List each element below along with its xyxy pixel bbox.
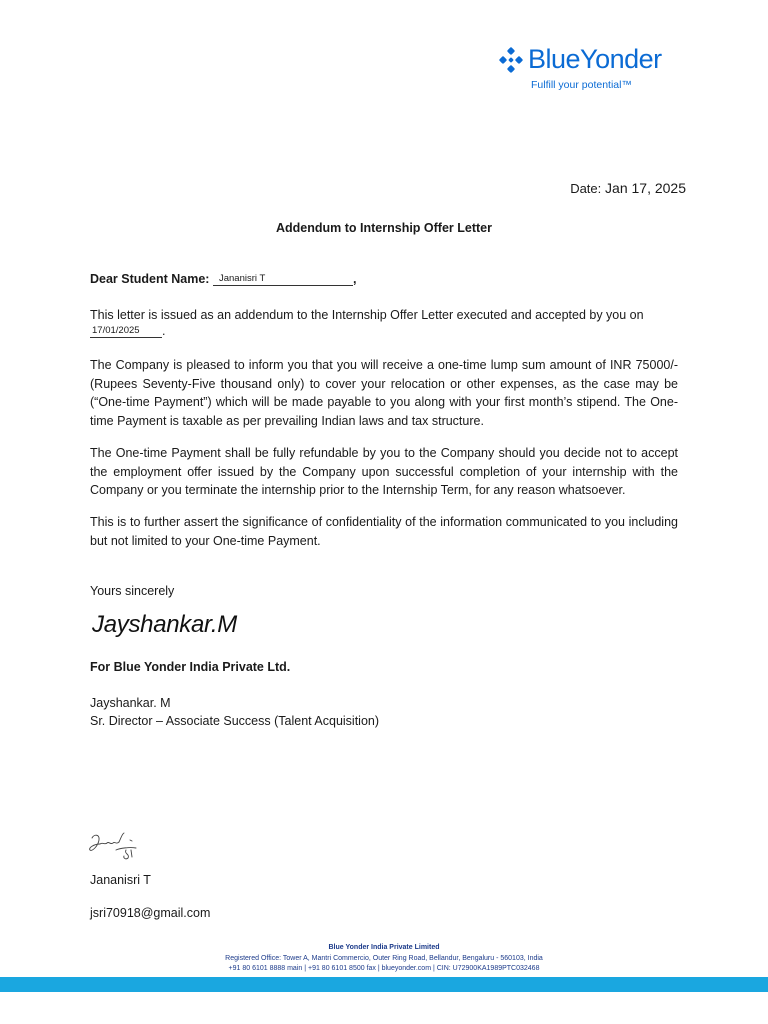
company-logo bbox=[498, 44, 698, 94]
brand-name: BlueYonder bbox=[528, 44, 662, 74]
letter-date bbox=[570, 180, 686, 196]
student-signature-name: Jananisri T bbox=[90, 873, 151, 887]
letter-footer bbox=[0, 943, 768, 975]
date-label: Date: bbox=[570, 181, 602, 196]
paragraph-payment: The Company is pleased to inform you that you will receive a one-time lump sum amount of INR 75000/- (Rupees Seventy-Five thousand only) to cover your relocation or other expenses, as the case may be (“One-time Payment”) which will be made payable to you along with your first month’s stipend. The One-time Payment is taxable as per prevailing Indian laws and tax structure. bbox=[90, 358, 678, 428]
signature-image: Jayshankar.M bbox=[92, 611, 237, 638]
footer-address: Registered Office: Tower A, Mantri Commercio, Outer Ring Road, Bellandur, Bengaluru - 560103, India bbox=[225, 954, 543, 962]
date-value: Jan 17, 2025 bbox=[605, 180, 686, 196]
acceptance-date-field: 17/01/2025 bbox=[90, 325, 162, 338]
salutation-label: Dear Student Name: bbox=[90, 272, 210, 286]
salutation bbox=[90, 272, 356, 286]
student-email: jsri70918@gmail.com bbox=[90, 906, 211, 920]
signer-title: Sr. Director – Associate Success (Talent Acquisition) bbox=[90, 714, 380, 728]
paragraph-period: . bbox=[162, 324, 166, 338]
company-line: For Blue Yonder India Private Ltd. bbox=[90, 660, 291, 674]
blue-yonder-logo-icon bbox=[498, 47, 524, 73]
paragraph-confidentiality: This is to further assert the significance of confidentiality of the information communicated to you including but not limited to your One-time Payment. bbox=[90, 515, 678, 548]
paragraph-addendum: This letter is issued as an addendum to the Internship Offer Letter executed and accepted by you on bbox=[90, 308, 644, 322]
paragraph-refund: The One-time Payment shall be fully refundable by you to the Company should you decide not to accept the employment offer issued by the Company upon successful completion of your internship with the Company or you terminate the internship prior to the Internship Term, for any reason whatsoever. bbox=[90, 446, 678, 497]
letter-title: Addendum to Internship Offer Letter bbox=[276, 221, 492, 235]
signer-block bbox=[90, 694, 379, 730]
closing-phrase: Yours sincerely bbox=[90, 584, 175, 598]
student-name-field: Jananisri T bbox=[213, 273, 353, 286]
signer-name: Jayshankar. M bbox=[90, 696, 171, 710]
footer-contact: +91 80 6101 8888 main | +91 80 6101 8500 fax | blueyonder.com | CIN: U72900KA1989PTC032468 bbox=[228, 965, 540, 972]
brand-tagline: Fulfill your potential™ bbox=[531, 79, 632, 91]
handwritten-signature bbox=[86, 830, 142, 866]
footer-company: Blue Yonder India Private Limited bbox=[328, 944, 440, 951]
footer-color-bar bbox=[0, 977, 768, 992]
offer-acceptance-date bbox=[90, 324, 165, 338]
salutation-comma: , bbox=[352, 272, 357, 286]
